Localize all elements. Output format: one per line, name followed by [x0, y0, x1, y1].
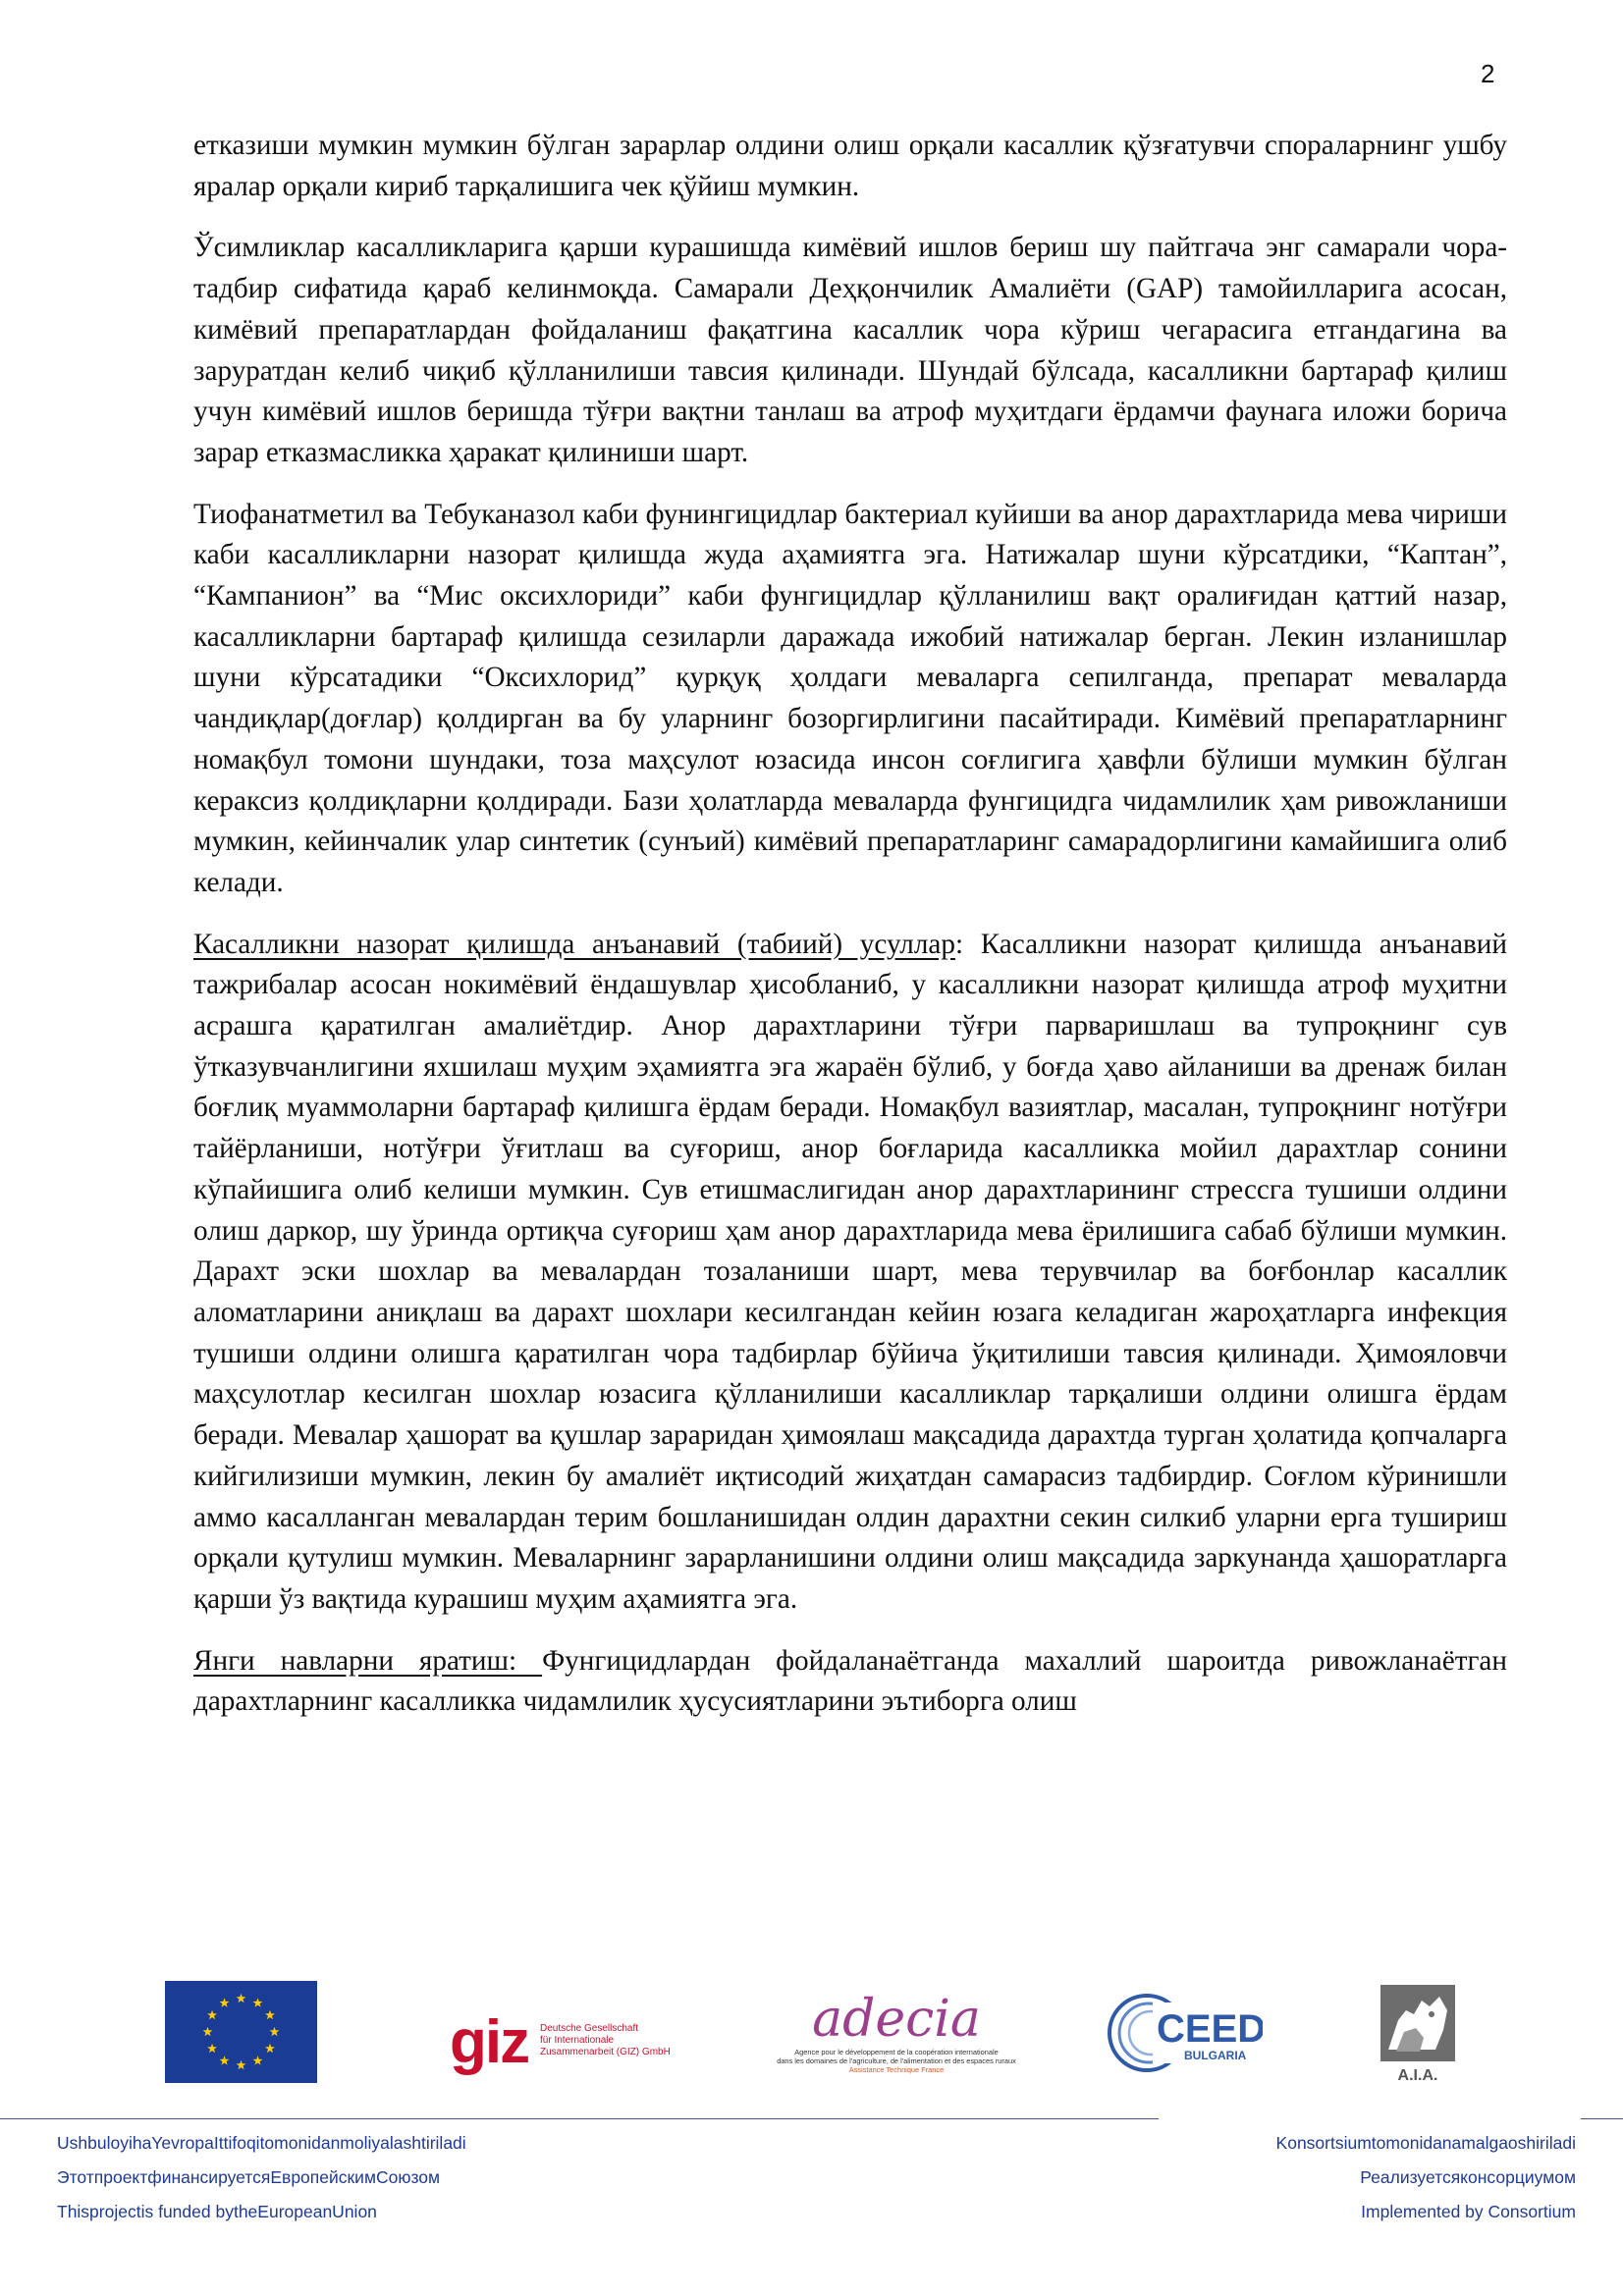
- eu-star-icon: [270, 2027, 280, 2036]
- ceed-rings-icon: [1106, 1989, 1263, 2077]
- ceed-logo-sub: BULGARIA: [1184, 2049, 1247, 2062]
- eu-star-icon: [203, 2027, 213, 2036]
- giz-logo-line: Zusammenarbeit (GIZ) GmbH: [540, 2047, 671, 2057]
- giz-logo: [450, 2008, 695, 2076]
- animals-emblem-icon: [1375, 1981, 1461, 2067]
- footer-line: Thisprojectis funded bytheEuropeanUnion: [57, 2202, 377, 2221]
- new-varieties-heading: Янги навларни яратиш:: [193, 1644, 543, 1677]
- giz-logo-text: [540, 2023, 671, 2058]
- footer-consortium-note: [1276, 2126, 1576, 2229]
- eu-star-icon: [253, 2056, 263, 2064]
- paragraph-4: [193, 925, 1507, 1621]
- new-varieties-text: Фунгицидлардан фойдаланаётганда махаллий шароитда ривожланаётган дарахтларнинг касалликка чидамлилик ҳусусиятларини эътиборга олиш: [193, 1644, 1507, 1718]
- aia-logo: [1375, 1981, 1461, 2094]
- eu-star-icon: [207, 2010, 217, 2019]
- adecia-logo: [754, 1991, 1039, 2084]
- adecia-logo-line: dans les domaines de l'agriculture, de l'alimentation et des espaces ruraux: [777, 2056, 1016, 2065]
- footer-line: ЭтотпроектфинансируетсяЕвропейскимСоюзом: [57, 2167, 441, 2187]
- page-number: 2: [1481, 59, 1495, 88]
- eu-star-icon: [220, 1998, 230, 2006]
- paragraph-2: Ўсимликлар касалликларига қарши курашишда кимёвий ишлов бериш шу пайтгача энг самарали чора-тадбир сифатида қараб келинмоқда. Самарали Деҳқончилик Амалиёти (GAP) тамойилларига асосан, кимёвий препаратлардан фойдаланиш фақатгина касаллик чора кўриш чегарасига етгандагина ва заруратдан келиб чиқиб қўлланилиши тавсия қилинади. Шундай бўлсада, касалликни бартараф қилиш учун кимёвий ишлов беришда тўғри вақтни танлаш ва атроф муҳитдаги ёрдамчи фаунага иложи борича зарар етказмасликка ҳаракат қилиниши шарт.: [193, 232, 1507, 468]
- partner-logos: [165, 1981, 1461, 2089]
- paragraph-1: етказиши мумкин мумкин бўлган зарарлар олдини олиш орқали касаллик қўзғатувчи спораларнинг ушбу яралар орқали кириб тарқалишига чек қўйиш мумкин.: [193, 130, 1507, 202]
- footer-divider: [0, 2118, 1159, 2119]
- footer-line: Implemented by Consortium: [1361, 2202, 1576, 2221]
- eu-star-icon: [237, 2060, 246, 2069]
- eu-star-icon: [265, 2010, 275, 2019]
- paragraph-5: [193, 1641, 1507, 1723]
- paragraph-3: Тиофанатметил ва Тебуканазол каби фунингицидлар бактериал куйиши ва анор дарахтларида мева чириши каби касалликларни назорат қилишда жуда аҳамиятга эга. Натижалар шуни кўрсатдики, “Каптан”, “Кампанион” ва “Мис оксихлориди” каби фунгицидлар қўлланилиш вақт оралиғидан қаттий назар, касалликларни бартараф қилишда сезиларли даражада ижобий натижалар берган. Лекин изланишлар шуни кўрсатадики “Оксихлорид” қурқуқ ҳолдаги меваларга сепилганда, препарат меваларда чандиқлар(доғлар) қолдирган ва бу уларнинг бозоргирлигини пасайтиради. Кимёвий препаратларнинг номақбул томони шундаки, тоза маҳсулот юзасида инсон соғлигига ҳавфли бўлиши мумкин бўлган кераксиз қолдиқларни қолдиради. Бази ҳолатларда меваларда фунгицидга чидамлилик ҳам ривожланиши мумкин, кейинчалик улар синтетик (сунъий) кимёвий препаратларинг самарадорлигини камайишига олиб келади.: [193, 498, 1507, 898]
- footer-line: UshbuloyihaYevropaIttifoqitomonidanmoliyalashtiriladi: [57, 2133, 466, 2153]
- giz-logo-line: Deutsche Gesellschaft: [540, 2023, 639, 2034]
- eu-star-icon: [237, 1994, 246, 2002]
- eu-star-icon: [220, 2056, 230, 2064]
- eu-stars-icon: [165, 1981, 317, 2083]
- aia-logo-word: A.I.A.: [1397, 2067, 1438, 2084]
- footer-funding-note: [57, 2126, 466, 2229]
- adecia-logo-line: Agence pour le développement de la coopération internationale: [794, 2048, 999, 2056]
- adecia-logo-word: adecia: [812, 1990, 981, 2049]
- ceed-bulgaria-logo: [1106, 1989, 1263, 2077]
- giz-logo-line: für Internationale: [540, 2035, 615, 2046]
- ceed-logo-word: CEED: [1157, 2007, 1263, 2051]
- eu-star-icon: [265, 2044, 275, 2053]
- footer-divider-right: [1581, 2118, 1623, 2119]
- eu-flag-logo: [165, 1981, 317, 2083]
- traditional-methods-heading: Касалликни назорат қилишда анъанавий (табиий) усуллар: [193, 928, 955, 960]
- adecia-logo-line: Assistance Technique France: [848, 2065, 945, 2074]
- footer-line: Konsortsiumtomonidanamalgaoshiriladi: [1275, 2133, 1576, 2153]
- eu-star-icon: [253, 1998, 263, 2006]
- document-body: [193, 126, 1507, 1743]
- footer-line: Реализуетсяконсорциумом: [1360, 2167, 1576, 2187]
- traditional-methods-text: : Касалликни назорат қилишда анъанавий тажрибалар асосан нокимёвий ёндашувлар ҳисобланиб, у касалликни назорат қилишда атроф муҳитни асрашга қаратилган амалиётдир. Анор дарахтларини тўғри парваришлаш ва тупроқнинг сув ўтказувчанлигини яхшилаш муҳим эҳамиятга эга жараён бўлиб, у боғда ҳаво айланиши ва дренаж билан боғлиқ муаммоларни бартараф қилишга ёрдам беради. Номақбул вазиятлар, масалан, тупроқнинг нотўғри тайёрланиши, нотўғри ўғитлаш ва суғориш, анор боғларида касалликка мойил дарахтлар сонини кўпайишига олиб келиши мумкин. Сув етишмаслигидан анор дарахтларининг стрессга тушиши олдини олиш даркор, шу ўринда ортиқча суғориш ҳам анор дарахтларида мева ёрилишига сабаб бўлиши мумкин. Дарахт эски шохлар ва мевалардан тозаланиши шарт, мева терувчилар ва боғбонлар касаллик аломатларини аниқлаш ва дарахт шохлари кесилгандан кейин юзага келадиган жароҳатларга инфекция тушиши олдини олишга қаратилган чора тадбирлар бўйича ўқитилиши тавсия қилинади. Ҳимояловчи маҳсулотлар кесилган шохлар юзасига қўлланилиши касалликлар тарқалиши олдини олишга ёрдам беради. Мевалар ҳашорат ва қушлар зараридан ҳимоялаш мақсадида дарахтда турган ҳолатида қопчаларга кийгилизиши мумкин, лекин бу амалиёт иқтисодий жиҳатдан самарасиз тадбирдир. Соғлом кўринишли аммо касалланган мевалардан терим бошланишидан олдин дарахтни секин силкиб уларни ерга тушириш орқали қутулиш мумкин. Меваларнинг зарарланишини олдини олиш мақсадида заркунанда ҳашоратларга қарши ўз вақтида курашиш муҳим аҳамиятга эга.: [193, 928, 1507, 1615]
- giz-logo-word: giz: [450, 2008, 529, 2076]
- eu-star-icon: [207, 2044, 217, 2053]
